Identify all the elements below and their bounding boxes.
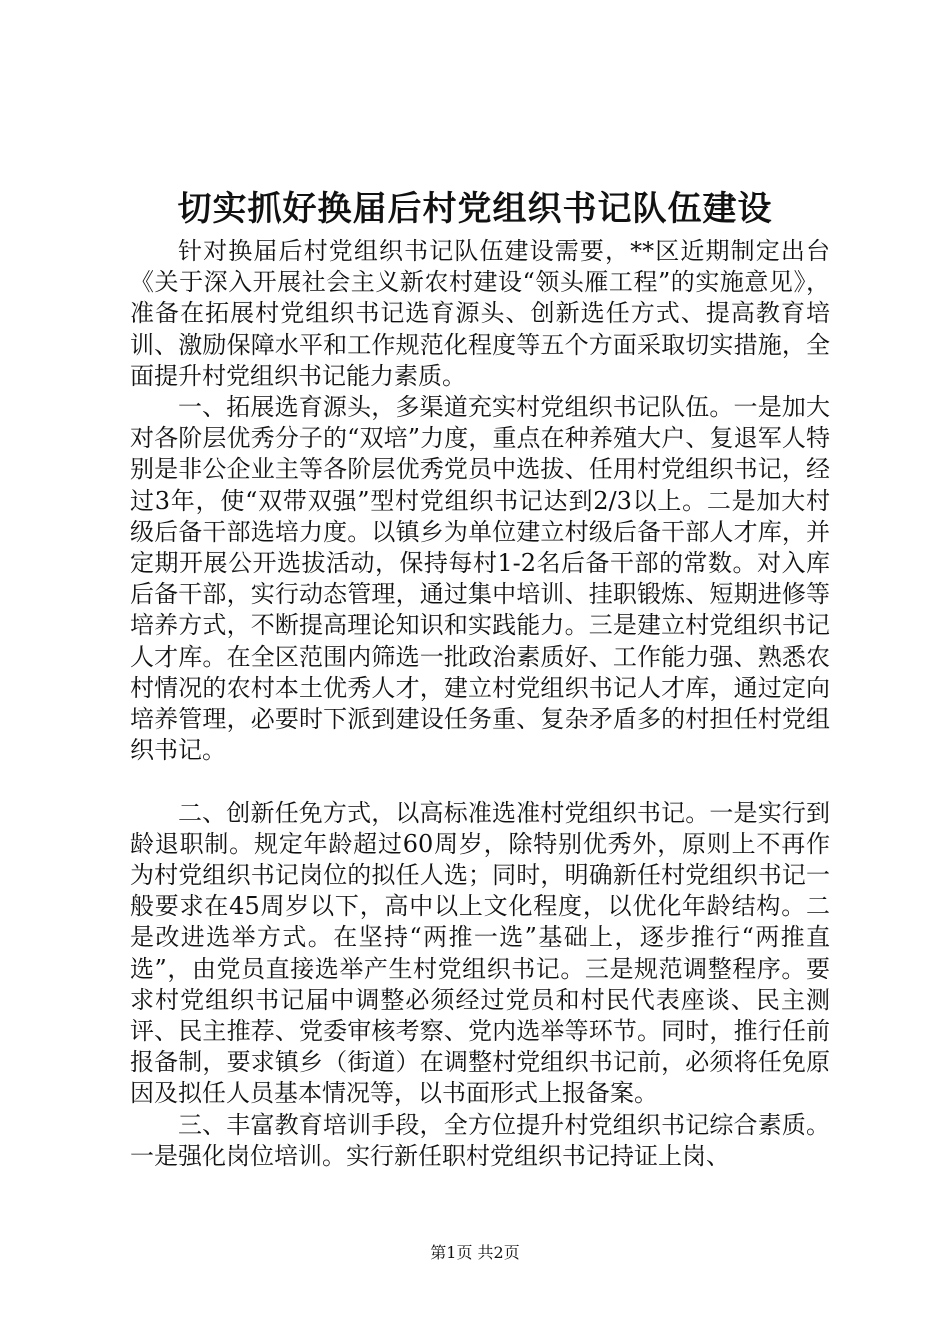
paragraph-section-2: 二、创新任免方式，以高标准选准村党组织书记。一是实行到龄退职制。规定年龄超过60周岁，除特别优秀外，原则上不再作为村党组织书记岗位的拟任人选；同时，明确新任村党组织书记一般要求在45周岁以下，高中以上文化程度，以优化年龄结构。二是改进选举方式。在坚持“两推一选”基础上，逐步推行“两推直选”，由党员直接选举产生村党组织书记。三是规范调整程序。要求村党组织书记届中调整必须经过党员和村民代表座谈、民主测评、民主推荐、党委审核考察、党内选举等环节。同时，推行任前报备制，要求镇乡（街道）在调整村党组织书记前，必须将任免原因及拟任人员基本情况等，以书面形式上报备案。 bbox=[130, 798, 830, 1108]
page-footer: 第1页 共2页 bbox=[430, 1243, 520, 1262]
paragraph-spacer bbox=[130, 766, 830, 797]
document-title: 切实抓好换届后村党组织书记队伍建设 bbox=[177, 189, 773, 229]
paragraph-section-3: 三、丰富教育培训手段，全方位提升村党组织书记综合素质。一是强化岗位培训。实行新任职村党组织书记持证上岗、 bbox=[130, 1110, 830, 1170]
document-body bbox=[130, 236, 830, 1172]
paragraph-section-1: 一、拓展选育源头，多渠道充实村党组织书记队伍。一是加大对各阶层优秀分子的“双培”力度，重点在种养殖大户、复退军人特别是非公企业主等各阶层优秀党员中选拔、任用村党组织书记，经过3年，使“双带双强”型村党组织书记达到2/3以上。二是加大村级后备干部选培力度。以镇乡为单位建立村级后备干部人才库，并定期开展公开选拔活动，保持每村1-2名后备干部的常数。对入库后备干部，实行动态管理，通过集中培训、挂职锻炼、短期进修等培养方式，不断提高理论知识和实践能力。三是建立村党组织书记人才库。在全区范围内筛选一批政治素质好、工作能力强、熟悉农村情况的农村本土优秀人才，建立村党组织书记人才库，通过定向培养管理，必要时下派到建设任务重、复杂矛盾多的村担任村党组织书记。 bbox=[130, 393, 830, 765]
paragraph-intro: 针对换届后村党组织书记队伍建设需要，**区近期制定出台《关于深入开展社会主义新农村建设“领头雁工程”的实施意见》，准备在拓展村党组织书记选育源头、创新选任方式、提高教育培训、激励保障水平和工作规范化程度等五个方面采取切实措施，全面提升村党组织书记能力素质。 bbox=[130, 237, 830, 390]
